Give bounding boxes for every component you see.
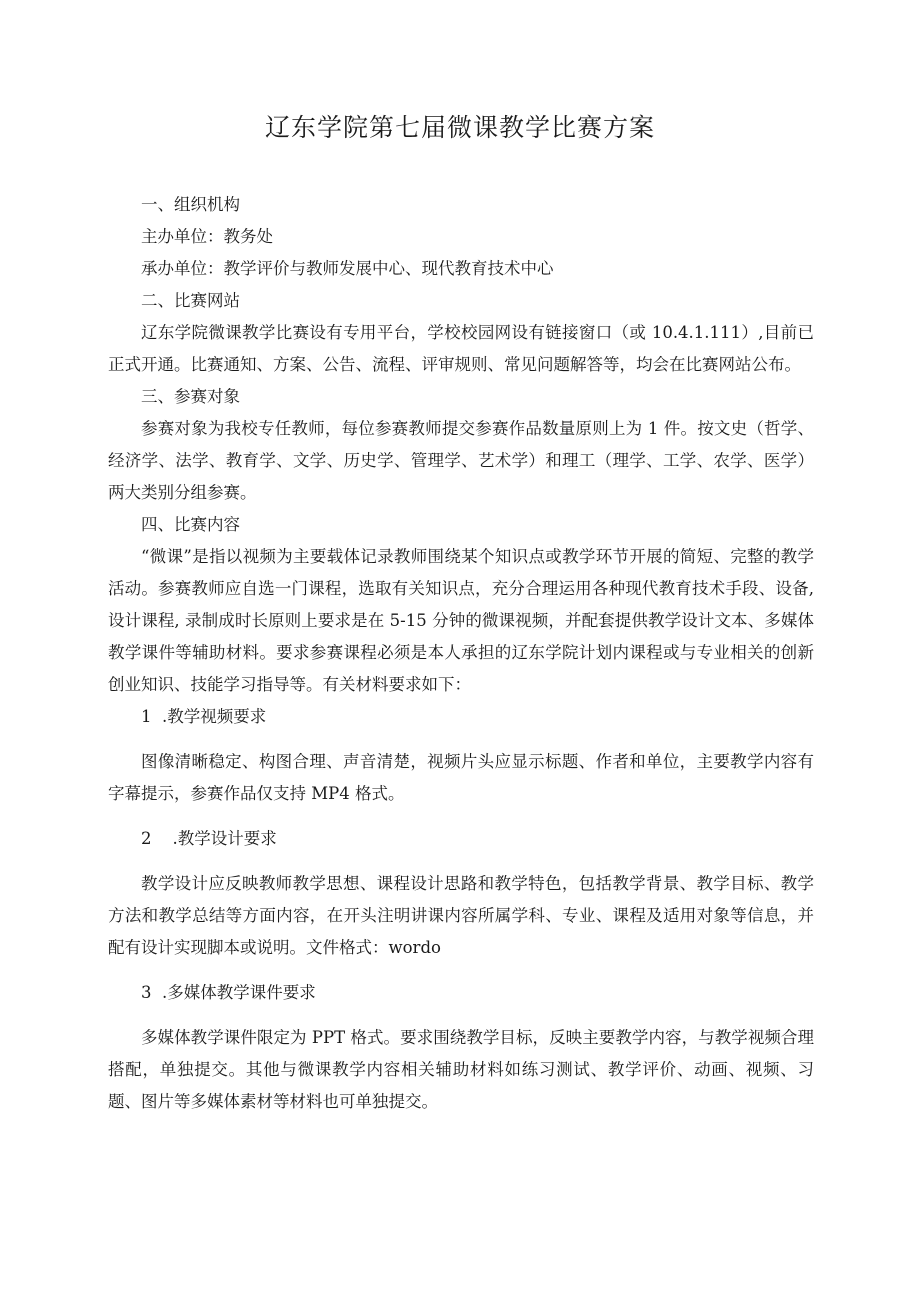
requirement-paragraph-video: 图像清晰稳定、构图合理、声音清楚，视频片头应显示标题、作者和单位，主要教学内容有字幕提示，参赛作品仅支持 MP4 格式。 — [108, 752, 814, 803]
section-heading-content: 四、比赛内容 — [141, 515, 240, 534]
requirement-paragraph-design: 教学设计应反映教师教学思想、课程设计思路和教学特色，包括教学背景、教学目标、教学方法和教学总结等方面内容，在开头注明讲课内容所属学科、专业、课程及适用对象等信息，并配有设计实现脚本或说明。文件格式：wordo — [108, 874, 814, 957]
content-paragraph: “微课”是指以视频为主要载体记录教师围绕某个知识点或教学环节开展的简短、完整的教学活动。参赛教师应自选一门课程，选取有关知识点，充分合理运用各种现代教育技术手段、设备, 设计课程, 录制成时长原则上要求是在 5-15 分钟的微课视频，并配套提供教学设计文本、多媒体教学课件等辅助材料。要求参赛课程必须是本人承担的辽东学院计划内课程或与专业相关的创新创业知识、技能学习指导等。有关材料要求如下： — [108, 547, 814, 694]
host-unit-line: 主办单位：教务处 — [141, 227, 273, 246]
section-heading-organization: 一、组织机构 — [141, 195, 240, 214]
document-title: 辽东学院第七届微课教学比赛方案 — [264, 113, 655, 142]
organizer-unit-line: 承办单位：教学评价与教师发展中心、现代教育技术中心 — [141, 259, 554, 278]
section-heading-website: 二、比赛网站 — [141, 291, 240, 310]
requirement-heading-courseware: 3 .多媒体教学课件要求 — [141, 983, 316, 1002]
website-paragraph: 辽东学院微课教学比赛设有专用平台，学校校园网设有链接窗口（或 10.4.1.111）,目前已正式开通。比赛通知、方案、公告、流程、评审规则、常见问题解答等，均会在比赛网站公布。 — [108, 323, 814, 374]
requirement-heading-design: 2 .教学设计要求 — [141, 829, 277, 848]
requirement-paragraph-courseware: 多媒体教学课件限定为 PPT 格式。要求围绕教学目标，反映主要教学内容，与教学视频合理搭配，单独提交。其他与微课教学内容相关辅助材料如练习测试、教学评价、动画、视频、习题、图片等多媒体素材等材料也可单独提交。 — [108, 1028, 814, 1111]
section-heading-participants: 三、参赛对象 — [141, 387, 240, 406]
document-body — [108, 189, 814, 1118]
participants-paragraph: 参赛对象为我校专任教师，每位参赛教师提交参赛作品数量原则上为 1 件。按文史（哲学、经济学、法学、教育学、文学、历史学、管理学、艺术学）和理工（理学、工学、农学、医学）两大类别分组参赛。 — [108, 419, 814, 502]
requirement-heading-video: 1 .教学视频要求 — [141, 707, 267, 726]
